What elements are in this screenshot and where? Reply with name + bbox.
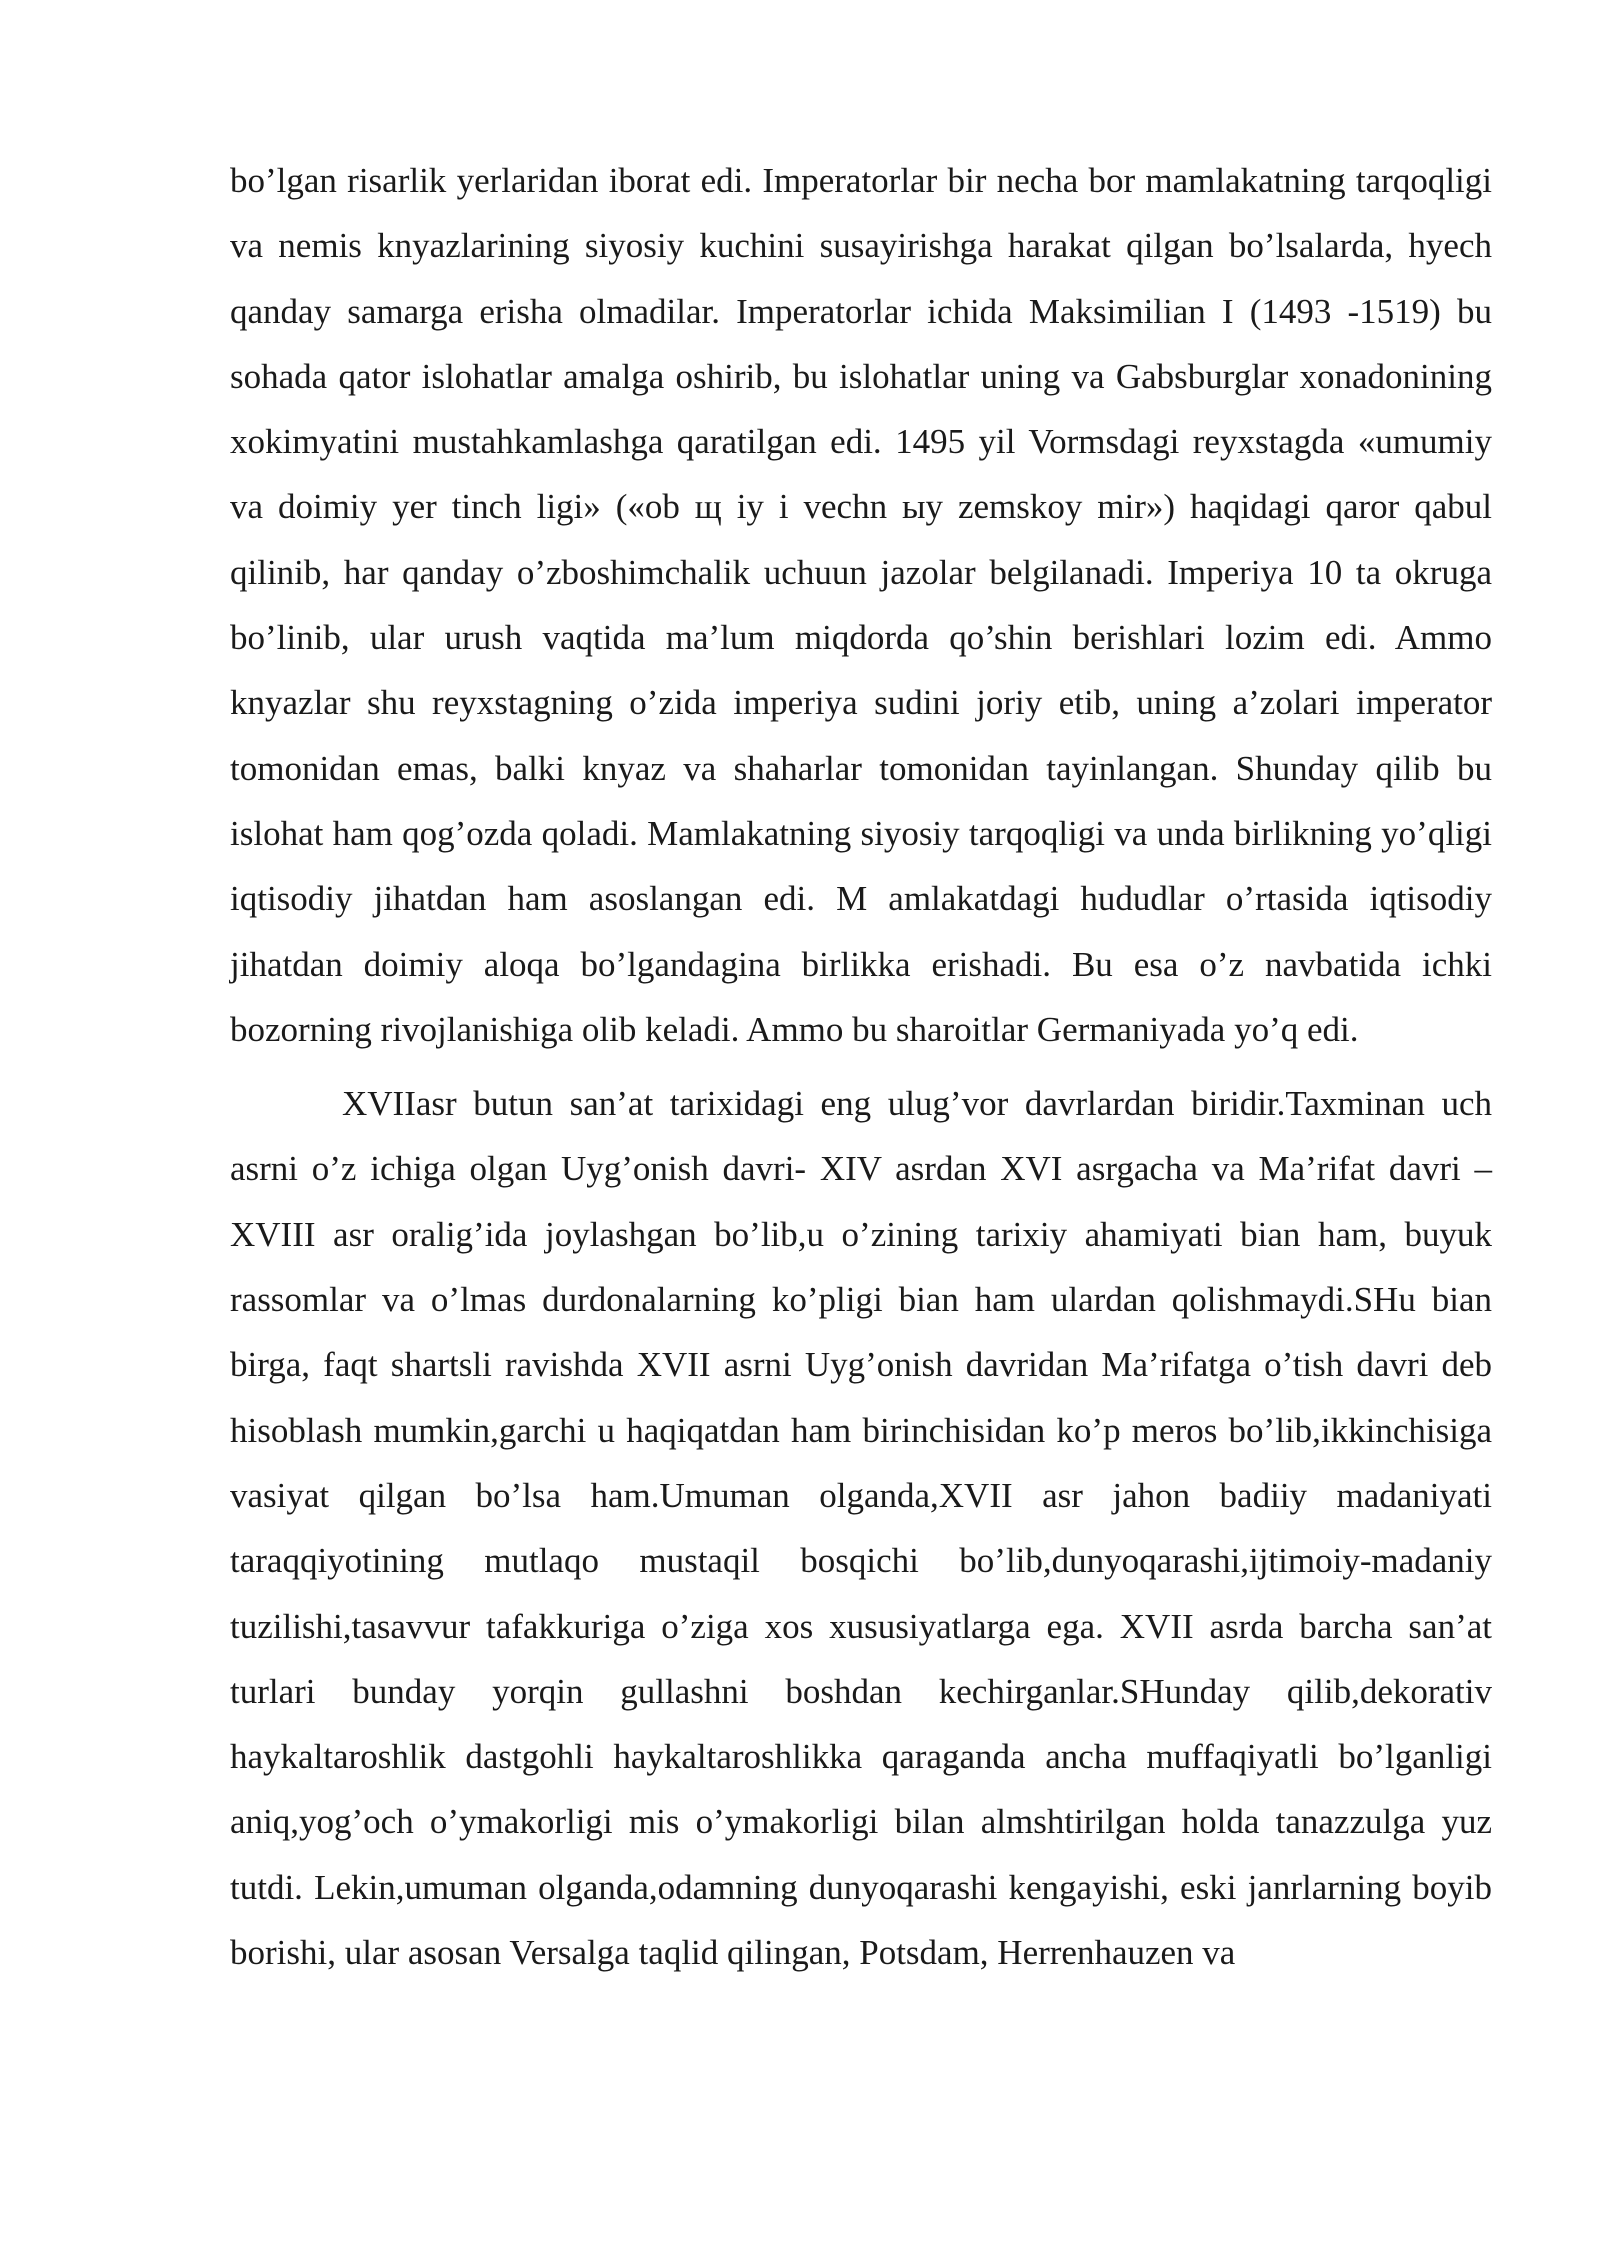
paragraph-2: XVIIasr butun san’at tarixidagi eng ulug’vor davrlardan biridir.Taxminan uch asrni o’z ichiga olgan Uyg’onish davri- XIV asrdan XVI asrgacha va Ma’rifat davri – XVIII asr oralig’ida joylashgan bo’lib,u o’zining tarixiy ahamiyati bian ham, buyuk rassomlar va o’lmas durdonalarning ko’pligi bian ham ulardan qolishmaydi.SHu bian birga, faqt shartsli ravishda XVII asrni Uyg’onish davridan Ma’rifatga o’tish davri deb hisoblash mumkin,garchi u haqiqatdan ham birinchisidan ko’p meros bo’lib,ikkinchisiga vasiyat qilgan bo’lsa ham.Umuman olganda,XVII asr jahon badiiy madaniyati taraqqiyotining mutlaqo mustaqil bosqichi bo’lib,dunyoqarashi,ijtimoiy-madaniy tuzilishi,tasavvur tafakkuriga o’ziga xos xususiyatlarga ega. XVII asrda barcha san’at turlari bunday yorqin gullashni boshdan kechirganlar.SHunday qilib,dekorativ haykaltaroshlik dastgohli haykaltaroshlikka qaraganda ancha muffaqiyatli bo’lganligi aniq,yog’och o’ymakorligi mis o’ymakorligi bilan almshtirilgan holda tanazzulga yuz tutdi. Lekin,umuman olganda,odamning dunyoqarashi kengayishi, eski janrlarning boyib borishi, ular asosan Versalga taqlid qilingan, Potsdam, Herrenhauzen va (230, 1084, 1492, 1973)
paragraph-1: bo’lgan risarlik yerlaridan iborat edi. Imperatorlar bir necha bor mamlakatning tarqoqligi va nemis knyazlarining siyosiy kuchini susayirishga harakat qilgan bo’lsalarda, hyech qanday samarga erisha olmadilar. Imperatorlar ichida Maksimilian I (1493 -1519) bu sohada qator islohatlar amalga oshirib, bu islohatlar uning va Gabsburglar xonadonining xokimyatini mustahkamlashga qaratilgan edi. 1495 yil Vormsdagi reyxstagda «umumiy va doimiy yer tinch ligi» («ob щ iy i vechn ыy zemskoy mir») haqidagi qaror qabul qilinib, har qanday o’zboshimchalik uchuun jazolar belgilanadi. Imperiya 10 ta okruga bo’linib, ular urush vaqtida ma’lum miqdorda qo’shin berishlari lozim edi. Ammo knyazlar shu reyxstagning o’zida imperiya sudini joriy etib, uning a’zolari imperator tomonidan emas, balki knyaz va shaharlar tomonidan tayinlangan. Shunday qilib bu islohat ham qog’ozda qoladi. Mamlakatning siyosiy tarqoqligi va unda birlikning yo’qligi iqtisodiy jihatdan ham asoslangan edi. M amlakatdagi hududlar o’rtasida iqtisodiy jihatdan doimiy aloqa bo’lgandagina birlikka erishadi. Bu esa o’z navbatida ichki bozorning rivojlanishiga olib keladi. Ammo bu sharoitlar Germaniyada yo’q edi. (230, 161, 1492, 1049)
document-page (230, 148, 1492, 1985)
